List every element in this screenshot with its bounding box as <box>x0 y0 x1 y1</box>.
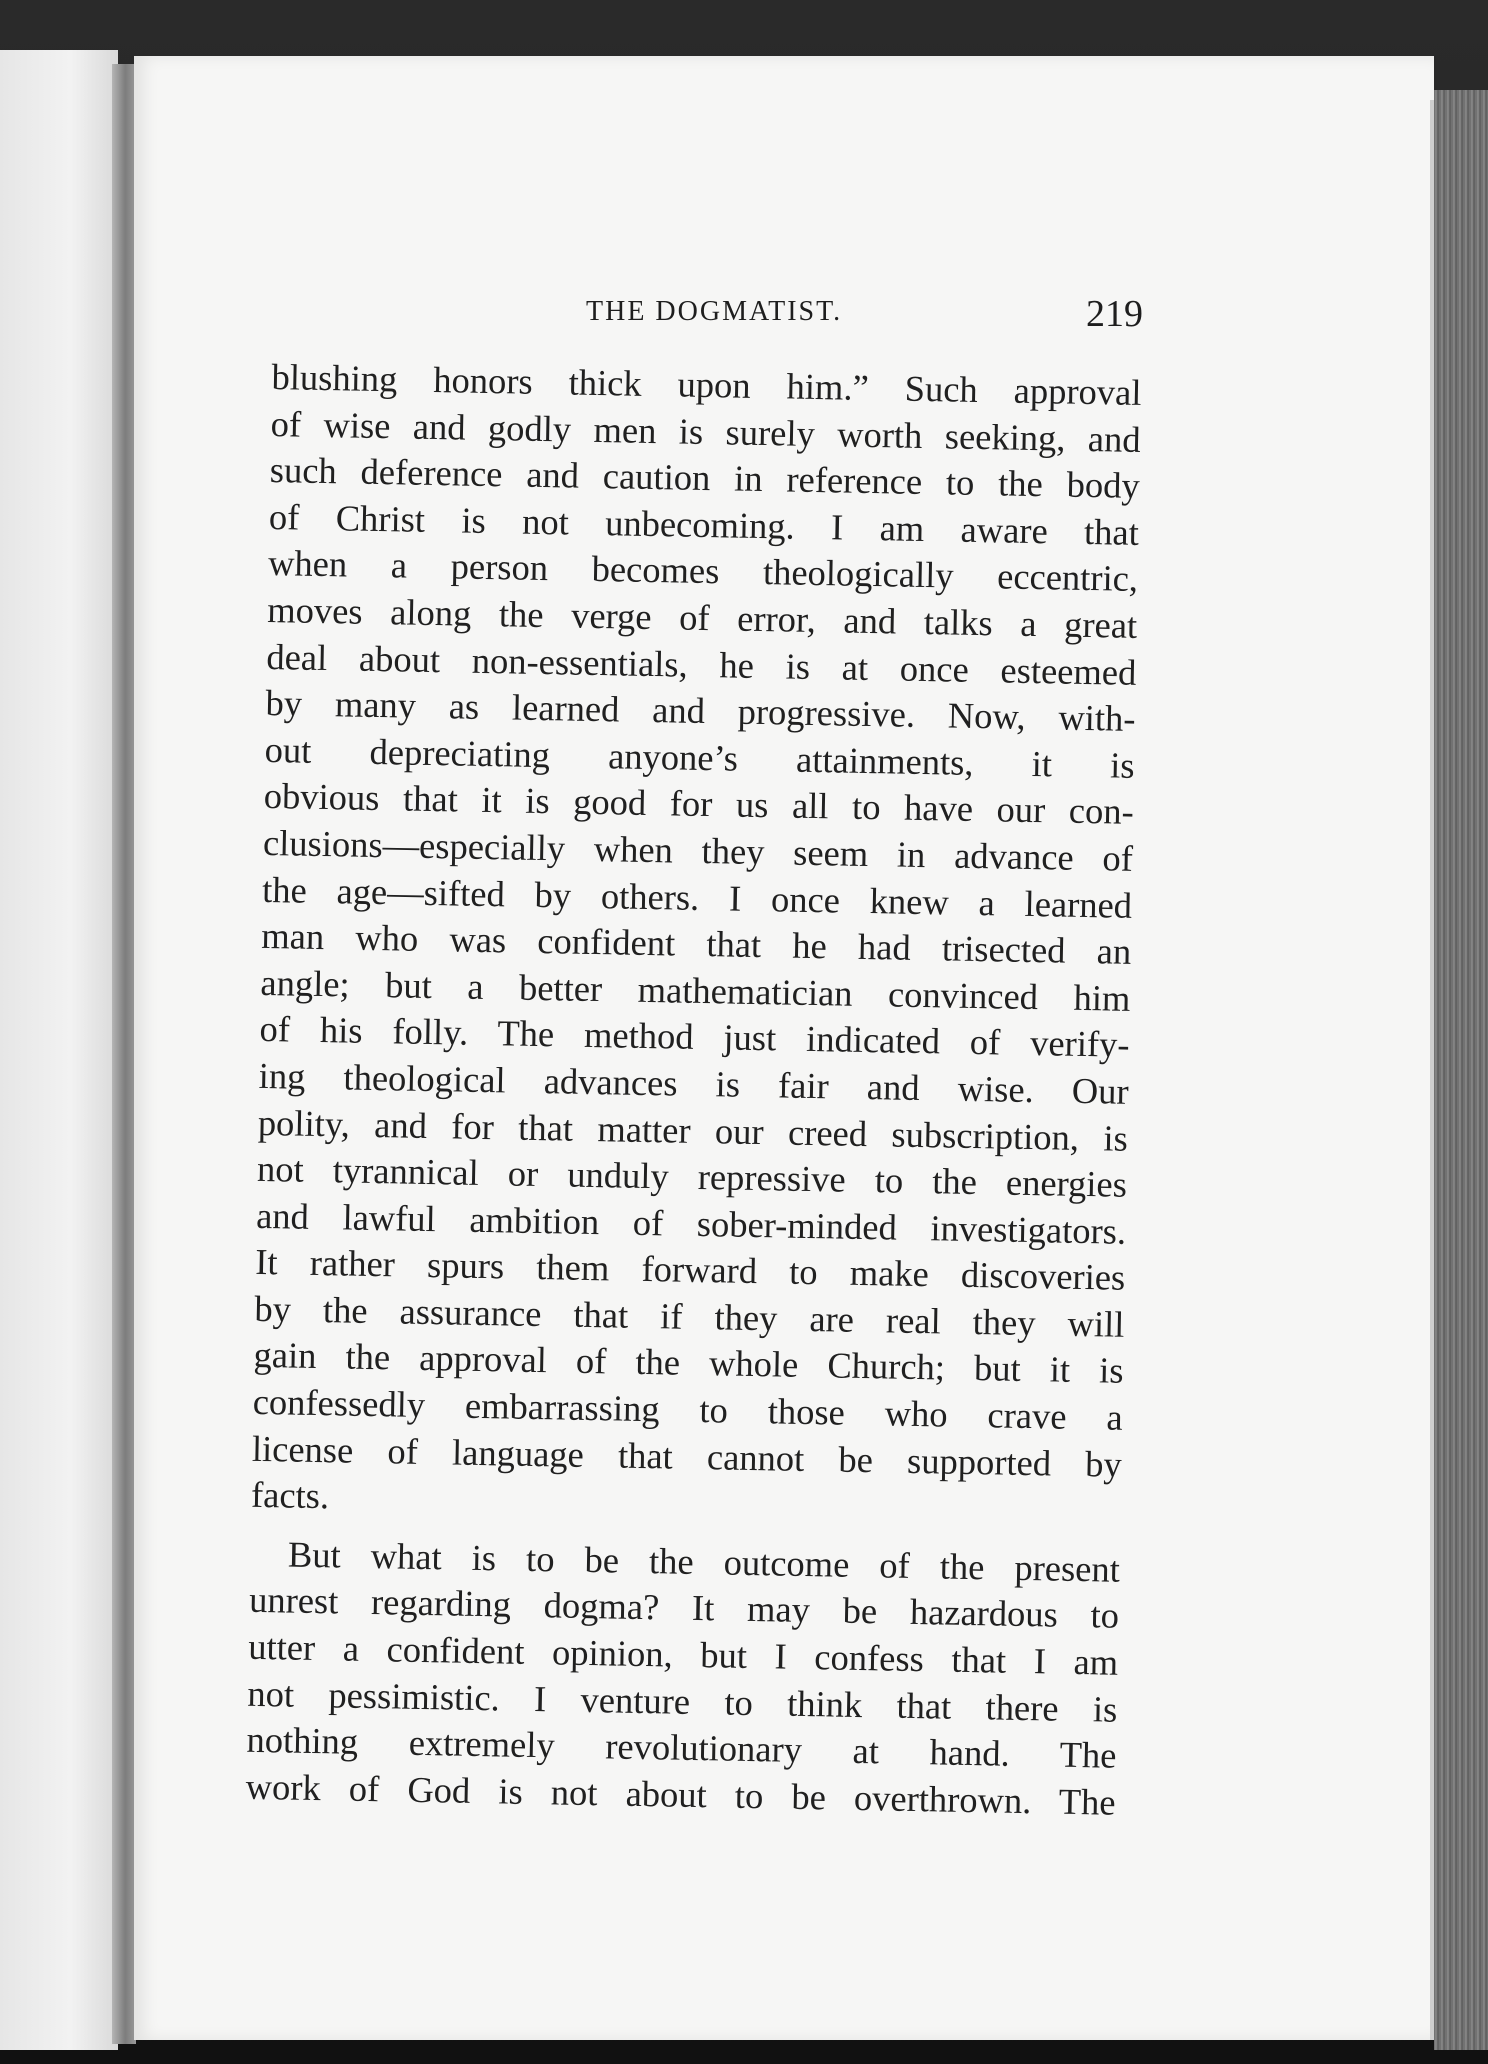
text-line: man who was confident that he had trisected an <box>260 915 1132 972</box>
text-line: facts. <box>250 1474 330 1517</box>
text-line: nothing extremely revolutionary at hand. The <box>246 1718 1117 1776</box>
text-line: such deference and caution in reference to the body <box>269 449 1141 507</box>
text-line: of Christ is not unbecoming. I am aware that <box>268 495 1140 553</box>
text-line: clusions—especially when they seem in advance of <box>262 821 1134 879</box>
text-line: confessedly embarrassing to those who crave a <box>252 1380 1124 1438</box>
text-line: not pessimistic. I venture to think that there is <box>247 1672 1118 1730</box>
text-line: not tyrannical or unduly repressive to the energies <box>256 1147 1128 1205</box>
book-gutter <box>112 64 136 2044</box>
text-line: But what is to be the outcome of the present <box>287 1533 1121 1590</box>
text-line: obvious that it is good for us all to have our con- <box>263 775 1135 833</box>
text-line: the age—sifted by others. I once knew a learned <box>261 868 1133 926</box>
text-line: and lawful ambition of sober-minded investigators. <box>255 1194 1127 1252</box>
text-line: angle; but a better mathematician convinced him <box>260 961 1131 1019</box>
left-page-edge <box>0 50 118 2050</box>
text-line: deal about non-essentials, he is at once esteemed <box>266 635 1137 693</box>
text-line: It rather spurs them forward to make discoveries <box>254 1241 1126 1299</box>
text-line: license of language that cannot be supported by <box>251 1427 1123 1485</box>
text-line: of his folly. The method just indicated of verify- <box>259 1008 1130 1066</box>
text-line: out depreciating anyone’s attainments, it is <box>264 728 1135 786</box>
text-line: unrest regarding dogma? It may be hazardous to <box>248 1579 1120 1637</box>
text-line: by many as learned and progressive. Now, with- <box>265 682 1136 740</box>
text-line: blushing honors thick upon him.” Such approval <box>271 355 1142 413</box>
text-line: polity, and for that matter our creed subscription, is <box>257 1101 1129 1159</box>
text-line: moves along the verge of error, and talks a great <box>266 588 1138 646</box>
page-number: 219 <box>1086 293 1143 335</box>
running-head: THE DOGMATIST. <box>586 296 843 327</box>
text-line: when a person becomes theologically eccentric, <box>267 542 1139 600</box>
body-text <box>245 354 1142 1826</box>
page-stack-edge <box>1434 90 1488 2050</box>
text-line: of wise and godly men is surely worth seeking, and <box>270 402 1141 460</box>
text-line: utter a confident opinion, but I confess that I am <box>247 1625 1119 1683</box>
text-line: ing theological advances is fair and wise. Our <box>258 1054 1130 1112</box>
text-line: by the assurance that if they are real they will <box>254 1287 1125 1345</box>
text-line: gain the approval of the whole Church; but it is <box>253 1334 1124 1392</box>
text-line: work of God is not about to be overthrown. The <box>245 1765 1116 1823</box>
